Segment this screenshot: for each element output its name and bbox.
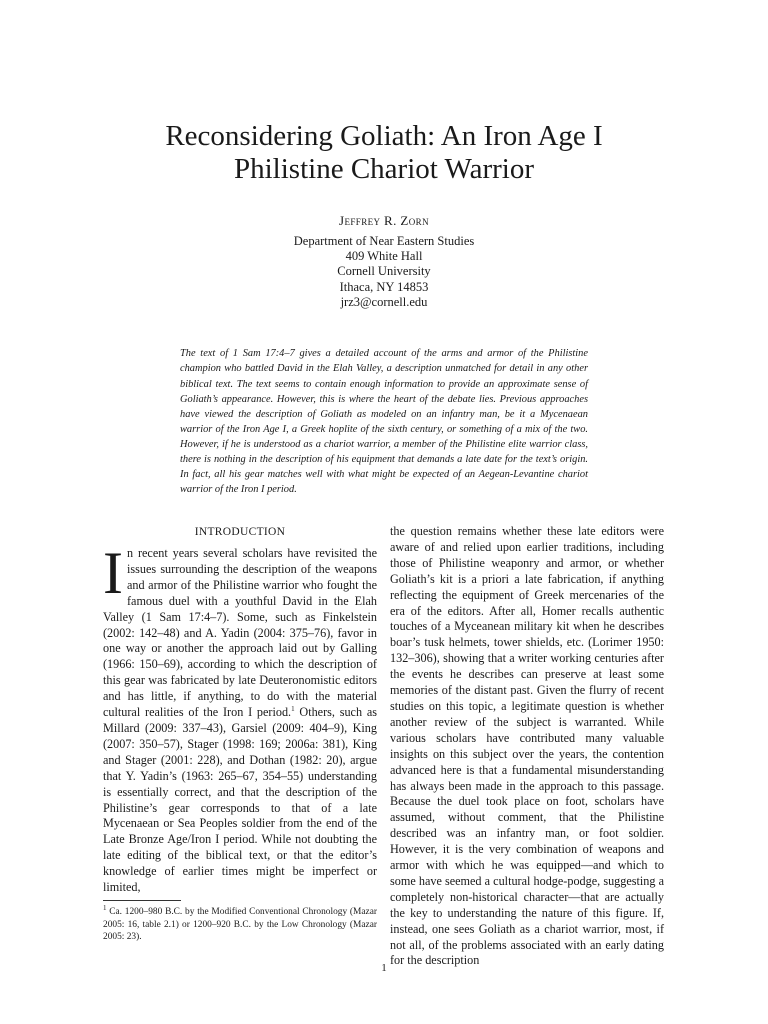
author-name: Jeffrey R. Zorn [339,213,429,228]
right-column [390,524,664,969]
right-column-text: the question remains whether these late editors were aware of and relied upon earlier traditions, including those of Philistine weaponry and armor, or whether Goliath’s kit is a priori a late fabrication, if anything reflecting the equipment of Greek mercenaries of the era of the editors. After all, Homer recalls authentic touches of a Myceanean military kit when he describes boar’s tusk helmets, tower shields, etc. (Lorimer 1950: 132–306), showing that a writer working centuries after the events he describes can preserve at least some memories of the distant past. Given the flurry of recent studies on this topic, a legitimate question is whether another review of the subject is warranted. While various scholars have contributed many valuable insights on this subject over the years, the contention advanced here is that a fundamental misunderstanding has always been made in the approach to this passage. Because the duel took place on foot, scholars have assumed, without comment, that the Philistine described was an infantry man, or foot soldier. However, it is the very combination of weapons and armor with which he was equipped—and which to some have seemed a cultural hodge-podge, suggesting a completely non-historical character—that are actually the key to understanding the nature of this figure. If, instead, one sees Goliath as a chariot warrior, most, if not all, of the problems associated with an early dating for the description [390,524,664,968]
left-text-part-2: Others, such as Millard (2009: 337–43), Garsiel (2009: 404–9), King (2007: 350–57), Stager (1998: 169; 2006a: 381), King and Stager (2001: 228), and Dothan (1982: 20), argue that Y. Yadin’s (1963: 265–67, 354–55) understanding is essentially correct, and that the description of the Philistine’s gear corresponds to that of a late Mycenaean or Sea Peoples soldier from the end of the Late Bronze Age/Iron I period. While not doubting the late editing of the biblical text, or that the editor’s knowledge of earlier times might be imperfect or limited, [103,705,377,895]
affiliation-city: Ithaca, NY 14853 [339,279,429,294]
title-line-1: Reconsidering Goliath: An Iron Age I [165,120,603,152]
left-text-part-1: n recent years several scholars have revisited the issues surrounding the description of the weapons and armor of the Philistine warrior who fought the famous duel with a youthful David in the Elah Valley (1 Sam 17:4–7). Some, such as Finkelstein (2002: 142–48) and A. Yadin (2004: 375–76), favor in one way or another the approach laid out by Galling (1966: 150–69), according to which the description of this gear was fabricated by late Deuteronomistic editors and has little, if anything, to do with the material cultural realities of the Iron I period. [103,546,377,720]
author-email: jrz3@cornell.edu [340,294,428,309]
article-title [0,120,768,186]
title-line-2: Philistine Chariot Warrior [234,153,534,185]
footnote-divider [103,900,181,901]
footnote-text: Ca. 1200–980 B.C. by the Modified Conventional Chronology (Mazar 2005: 16, table 2.1) or 1200–920 B.C. by the Low Chronology (Mazar 2005: 23). [103,907,377,943]
affiliation-department: Department of Near Eastern Studies [293,234,475,248]
left-column [103,524,377,896]
affiliation-university: Cornell University [337,264,431,279]
left-column-text [103,540,377,896]
author-affiliation [0,234,768,310]
drop-cap: I [103,540,123,606]
affiliation-address: 409 White Hall [345,249,423,264]
section-heading: INTRODUCTION [194,526,286,538]
footnote-reference: 1 [291,705,295,713]
abstract: The text of 1 Sam 17:4–7 gives a detailed account of the arms and armor of the Philistine champion who battled David in the Elah Valley, a description unmatched for detail in any other biblical text. The text seems to contain enough information to provide an approximate sense of Goliath’s appearance. However, this is where the heart of the debate lies. Previous approaches have viewed the description of Goliath as modeled on an infantry man, be it a Mycenaean warrior of the Iron Age I, a Greek hoplite of the sixth century, or something of a mix of the two. However, if he is understood as a chariot warrior, a member of the Philistine elite warrior class, there is nothing in the description of his equipment that demands a late date for the text’s origin. In fact, all his gear matches well with what might be expected of an Aegean-Levantine chariot warrior of the Iron I period. [180,348,588,496]
footnote-marker: 1 [103,903,107,912]
footnote [103,903,377,944]
page-number: 1 [381,962,387,974]
